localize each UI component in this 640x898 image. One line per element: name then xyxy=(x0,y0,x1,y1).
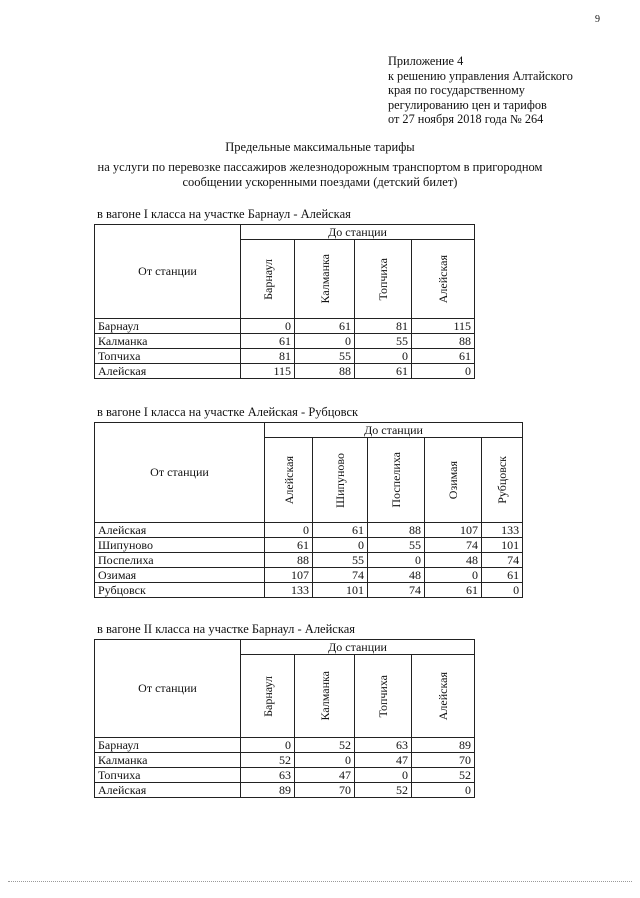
tariff-cell: 0 xyxy=(295,753,355,768)
appendix-block xyxy=(388,54,623,127)
column-header-station xyxy=(482,438,523,523)
column-header-station xyxy=(265,438,313,523)
tariff-cell: 81 xyxy=(241,349,295,364)
tariff-cell: 61 xyxy=(295,319,355,334)
row-station: Алейская xyxy=(95,523,265,538)
tariff-cell: 0 xyxy=(425,568,482,583)
tariff-cell: 115 xyxy=(412,319,475,334)
tariff-cell: 0 xyxy=(412,783,475,798)
tariff-cell: 0 xyxy=(368,553,425,568)
appendix-line: от 27 ноября 2018 года № 264 xyxy=(388,112,544,126)
appendix-line: к решению управления Алтайского xyxy=(388,68,573,83)
from-station-header: От станции xyxy=(95,640,241,738)
tariff-cell: 47 xyxy=(355,753,412,768)
column-header-station xyxy=(412,240,475,319)
row-station: Калманка xyxy=(95,334,241,349)
table-row xyxy=(95,568,523,583)
column-header-label: Шипуново xyxy=(333,452,347,508)
to-station-header: До станции xyxy=(265,423,523,438)
tariff-cell: 61 xyxy=(482,568,523,583)
column-header-label: Барнаул xyxy=(260,675,275,717)
tariff-cell: 107 xyxy=(265,568,313,583)
tariff-cell: 55 xyxy=(355,334,412,349)
tariff-table-1 xyxy=(94,224,475,379)
tariff-cell: 48 xyxy=(425,553,482,568)
row-station: Барнаул xyxy=(95,738,241,753)
tariff-cell: 61 xyxy=(241,334,295,349)
row-station: Озимая xyxy=(95,568,265,583)
column-header-station xyxy=(412,655,475,738)
tariff-cell: 107 xyxy=(425,523,482,538)
column-header-station xyxy=(241,655,295,738)
tariff-cell: 88 xyxy=(295,364,355,379)
column-header-label: Алейская xyxy=(436,671,451,721)
table-caption: в вагоне I класса на участке Алейская - Рубцовск xyxy=(97,405,359,419)
tariff-cell: 55 xyxy=(368,538,425,553)
row-station: Барнаул xyxy=(95,319,241,334)
to-station-header: До станции xyxy=(241,225,475,240)
tariff-cell: 61 xyxy=(355,364,412,379)
column-header-label: Рубцовск xyxy=(495,456,510,504)
tariff-cell: 47 xyxy=(295,768,355,783)
tariff-cell: 88 xyxy=(412,334,475,349)
table-row xyxy=(95,523,523,538)
row-station: Алейская xyxy=(95,783,241,798)
column-header-label: Топчиха xyxy=(376,674,390,718)
tariff-cell: 0 xyxy=(265,523,313,538)
tariff-cell: 52 xyxy=(355,783,412,798)
tariff-cell: 0 xyxy=(412,364,475,379)
tariff-cell: 63 xyxy=(241,768,295,783)
column-header-label: Барнаул xyxy=(260,258,275,300)
row-station: Алейская xyxy=(95,364,241,379)
tariff-cell: 0 xyxy=(313,538,368,553)
column-header-label: Алейская xyxy=(436,254,451,304)
tariff-cell: 101 xyxy=(313,583,368,598)
tariff-cell: 133 xyxy=(482,523,523,538)
tariff-cell: 133 xyxy=(265,583,313,598)
table-row xyxy=(95,538,523,553)
tariff-cell: 81 xyxy=(355,319,412,334)
table-caption: в вагоне I класса на участке Барнаул - Алейская xyxy=(97,207,351,221)
tariff-cell: 63 xyxy=(355,738,412,753)
to-station-header: До станции xyxy=(241,640,475,655)
column-header-station xyxy=(313,438,368,523)
column-header-station xyxy=(295,240,355,319)
row-station: Поспелиха xyxy=(95,553,265,568)
table-caption: в вагоне II класса на участке Барнаул - Алейская xyxy=(97,622,356,636)
tariff-cell: 61 xyxy=(313,523,368,538)
appendix-line: Приложение 4 xyxy=(388,54,464,68)
tariff-cell: 89 xyxy=(412,738,475,753)
title-heading: Предельные максимальные тарифы xyxy=(225,140,415,154)
tariff-cell: 101 xyxy=(482,538,523,553)
column-header-station xyxy=(355,240,412,319)
row-station: Шипуново xyxy=(95,538,265,553)
table-row xyxy=(95,553,523,568)
title-subtitle-line: сообщении ускоренными поездами (детский билет) xyxy=(182,175,458,189)
tariff-cell: 0 xyxy=(482,583,523,598)
tariff-table-2 xyxy=(94,422,523,598)
page-number: 9 xyxy=(595,14,600,25)
tariff-cell: 115 xyxy=(241,364,295,379)
tariff-cell: 61 xyxy=(412,349,475,364)
table-row xyxy=(95,319,475,334)
tariff-cell: 89 xyxy=(241,783,295,798)
tariff-cell: 61 xyxy=(265,538,313,553)
row-station: Калманка xyxy=(95,753,241,768)
column-header-station xyxy=(295,655,355,738)
tariff-cell: 55 xyxy=(295,349,355,364)
appendix-line: края по государственному xyxy=(388,83,525,97)
column-header-label: Калманка xyxy=(317,671,332,721)
from-station-header: От станции xyxy=(95,423,265,523)
table-row xyxy=(95,583,523,598)
tariff-cell: 74 xyxy=(482,553,523,568)
table-row xyxy=(95,364,475,379)
column-header-station xyxy=(368,438,425,523)
table-row xyxy=(95,768,475,783)
tariff-cell: 48 xyxy=(368,568,425,583)
tariff-cell: 52 xyxy=(295,738,355,753)
tariff-cell: 0 xyxy=(241,319,295,334)
column-header-station xyxy=(355,655,412,738)
row-station: Рубцовск xyxy=(95,583,265,598)
tariff-cell: 52 xyxy=(241,753,295,768)
tariff-cell: 52 xyxy=(412,768,475,783)
row-station: Топчиха xyxy=(95,349,241,364)
tariff-cell: 70 xyxy=(295,783,355,798)
appendix-line: регулированию цен и тарифов xyxy=(388,97,547,112)
tariff-cell: 74 xyxy=(425,538,482,553)
table-row xyxy=(95,334,475,349)
row-station: Топчиха xyxy=(95,768,241,783)
tariff-cell: 55 xyxy=(313,553,368,568)
from-station-header: От станции xyxy=(95,225,241,319)
table-row xyxy=(95,783,475,798)
tariff-cell: 74 xyxy=(368,583,425,598)
tariff-cell: 0 xyxy=(355,768,412,783)
tariff-cell: 74 xyxy=(313,568,368,583)
tariff-cell: 0 xyxy=(355,349,412,364)
document-title xyxy=(0,140,640,190)
tariff-cell: 61 xyxy=(425,583,482,598)
tariff-cell: 88 xyxy=(265,553,313,568)
table-row xyxy=(95,349,475,364)
table-row xyxy=(95,753,475,768)
tariff-cell: 0 xyxy=(241,738,295,753)
column-header-label: Озимая xyxy=(446,460,460,500)
tariff-cell: 88 xyxy=(368,523,425,538)
column-header-station xyxy=(241,240,295,319)
column-header-station xyxy=(425,438,482,523)
column-header-label: Алейская xyxy=(281,455,296,505)
table-row xyxy=(95,738,475,753)
column-header-label: Топчиха xyxy=(376,257,390,301)
tariff-cell: 0 xyxy=(295,334,355,349)
column-header-label: Калманка xyxy=(317,254,332,304)
tariff-table-3 xyxy=(94,639,475,798)
page-bottom-rule xyxy=(8,881,632,882)
title-subtitle-line: на услуги по перевозке пассажиров железнодорожным транспортом в пригородном xyxy=(97,160,543,174)
tariff-cell: 70 xyxy=(412,753,475,768)
column-header-label: Поспелиха xyxy=(389,452,403,508)
